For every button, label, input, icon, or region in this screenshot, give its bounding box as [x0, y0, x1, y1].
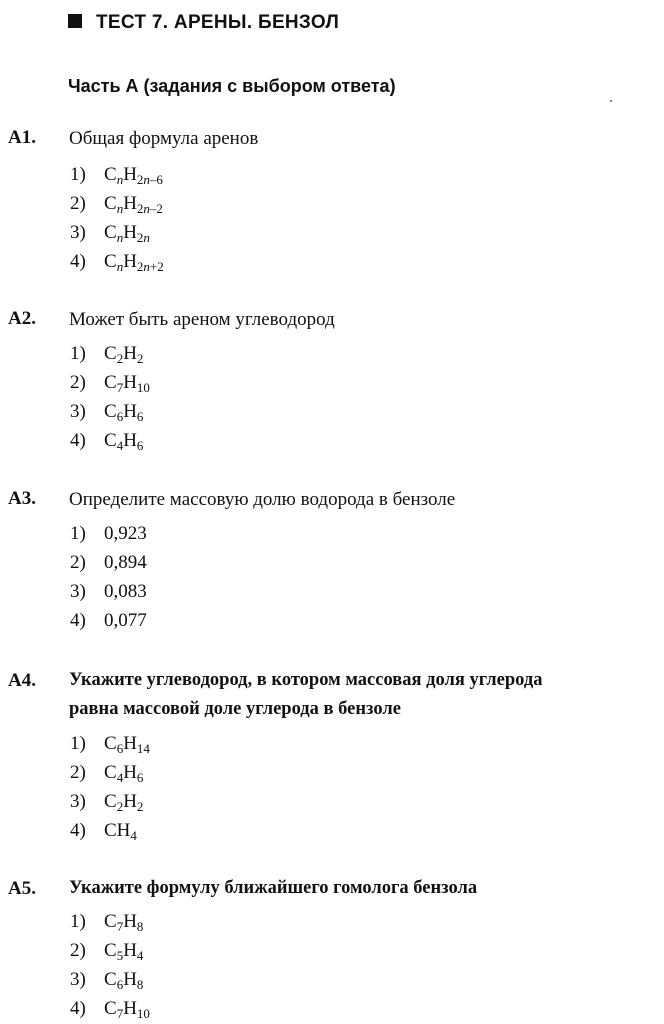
question-text: Укажите формулу ближайшего гомолога бензола — [69, 878, 478, 898]
answer-option — [70, 552, 147, 574]
option-number: 3) — [70, 401, 86, 422]
answer-option — [70, 791, 143, 813]
question-number: А3. — [8, 488, 36, 509]
question-text: Определите массовую долю водорода в бензоле — [69, 489, 456, 510]
test-title-text: ТЕСТ 7. АРЕНЫ. БЕНЗОЛ — [96, 12, 340, 33]
option-formula: $C_nH_{2n+2}$ — [104, 251, 164, 274]
option-formula: $C_nH_{2n}$ — [104, 222, 150, 245]
option-number: 1) — [70, 164, 86, 185]
answer-option — [70, 911, 143, 933]
option-number: 3) — [70, 222, 86, 243]
option-number: 2) — [70, 552, 86, 573]
option-number: 2) — [70, 193, 86, 214]
question-text: Общая формула аренов — [69, 128, 259, 149]
answer-option — [70, 372, 150, 394]
option-number: 3) — [70, 969, 86, 990]
option-number: 4) — [70, 430, 86, 451]
question-text: Укажите углеводород, в котором массовая доля углерода — [69, 670, 543, 690]
answer-option — [70, 523, 147, 545]
question-text-line-2: равна массовой доле углерода в бензоле — [69, 699, 401, 719]
option-formula: $C_6H_8$ — [104, 969, 144, 992]
answer-option — [70, 969, 143, 991]
option-formula: 0,077 — [104, 610, 147, 631]
option-formula: $C_7H_{10}$ — [104, 998, 150, 1021]
option-number: 2) — [70, 940, 86, 961]
option-formula: 0,894 — [104, 552, 147, 573]
answer-option — [70, 401, 143, 423]
option-number: 3) — [70, 581, 86, 602]
option-formula: 0,083 — [104, 581, 147, 602]
option-number: 4) — [70, 820, 86, 841]
scan-speck — [610, 100, 612, 102]
option-formula: $C_6H_6$ — [104, 401, 144, 424]
answer-option — [70, 430, 143, 452]
test-title — [68, 12, 339, 34]
answer-option — [70, 343, 143, 365]
option-formula: $C_7H_{10}$ — [104, 372, 150, 395]
option-formula: $C_6H_{14}$ — [104, 733, 150, 756]
answer-option — [70, 164, 163, 186]
option-number: 1) — [70, 733, 86, 754]
option-formula: $C_nH_{2n-2}$ — [104, 193, 163, 216]
question-number: А1. — [8, 127, 36, 148]
option-formula: $C_2H_2$ — [104, 791, 144, 814]
question-number: А4. — [8, 670, 36, 691]
answer-option — [70, 820, 137, 842]
option-formula: $C_4H_6$ — [104, 430, 144, 453]
option-number: 1) — [70, 343, 86, 364]
answer-option — [70, 762, 143, 784]
question-number: А2. — [8, 308, 36, 329]
option-number: 1) — [70, 523, 86, 544]
answer-option — [70, 193, 163, 215]
part-heading: Часть А (задания с выбором ответа) — [68, 76, 396, 96]
option-number: 4) — [70, 251, 86, 272]
answer-option — [70, 251, 164, 273]
option-number: 4) — [70, 610, 86, 631]
option-formula: 0,923 — [104, 523, 147, 544]
answer-option — [70, 998, 150, 1020]
answer-option — [70, 581, 147, 603]
option-formula: $C_2H_2$ — [104, 343, 144, 366]
answer-option — [70, 610, 147, 632]
answer-option — [70, 940, 143, 962]
option-number: 4) — [70, 998, 86, 1019]
answer-option — [70, 222, 150, 244]
square-bullet-icon — [68, 14, 82, 28]
answer-option — [70, 733, 150, 755]
question-number: А5. — [8, 878, 36, 899]
option-number: 1) — [70, 911, 86, 932]
option-number: 3) — [70, 791, 86, 812]
question-text: Может быть ареном углеводород — [69, 309, 335, 330]
option-formula: $C_5H_4$ — [104, 940, 144, 963]
option-number: 2) — [70, 372, 86, 393]
option-number: 2) — [70, 762, 86, 783]
option-formula: $CH_4$ — [104, 820, 137, 843]
option-formula: $C_7H_8$ — [104, 911, 144, 934]
option-formula: $C_4H_6$ — [104, 762, 144, 785]
option-formula: $C_nH_{2n-6}$ — [104, 164, 163, 187]
